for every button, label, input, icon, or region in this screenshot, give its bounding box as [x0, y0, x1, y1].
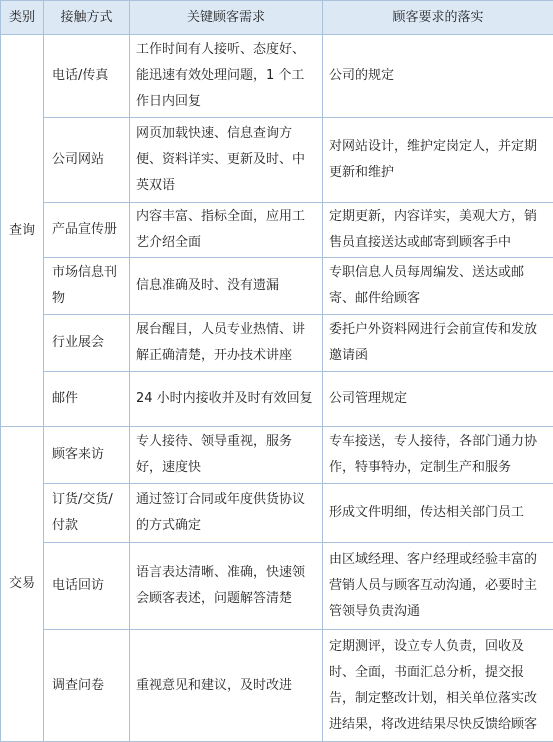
need-cell: 内容丰富、指标全面，应用工艺介绍全面 [130, 203, 323, 258]
fulfillment-cell: 专车接送，专人接待，各部门通力协作，特事特办，定制生产和服务 [323, 427, 553, 484]
method-cell: 产品宣传册 [44, 203, 130, 258]
table-row [1, 258, 553, 315]
method-cell: 市场信息刊物 [44, 258, 130, 315]
need-cell: 24 小时内接收并及时有效回复 [130, 372, 323, 427]
method-cell: 顾客来访 [44, 427, 130, 484]
table-row [1, 427, 553, 484]
header-fulfillment: 顾客要求的落实 [323, 1, 553, 35]
need-cell: 展台醒目，人员专业热情、讲解正确清楚，开办技术讲座 [130, 315, 323, 372]
need-cell: 工作时间有人接听、态度好、能迅速有效处理问题，1 个工作日内回复 [130, 35, 323, 118]
method-cell: 电话/传真 [44, 35, 130, 118]
need-cell: 网页加载快速、信息查询方便、资料详实、更新及时、中英双语 [130, 118, 323, 203]
table-row [1, 543, 553, 630]
need-cell: 通过签订合同或年度供货协议的方式确定 [130, 484, 323, 543]
header-category: 类别 [1, 1, 44, 35]
table-row [1, 118, 553, 203]
table-row [1, 372, 553, 427]
table-row [1, 484, 553, 543]
fulfillment-cell: 公司的规定 [323, 35, 553, 118]
category-cell: 查询 [1, 35, 44, 427]
fulfillment-cell: 公司管理规定 [323, 372, 553, 427]
method-cell: 邮件 [44, 372, 130, 427]
header-key-need: 关键顾客需求 [130, 1, 323, 35]
fulfillment-cell: 委托户外资料网进行会前宣传和发放邀请函 [323, 315, 553, 372]
table-row [1, 315, 553, 372]
header-row [1, 1, 553, 35]
fulfillment-cell: 定期测评，设立专人负责，回收及时、全面，书面汇总分析，提交报告，制定整改计划，相关单位落实改进结果，将改进结果尽快反馈给顾客 [323, 630, 553, 742]
method-cell: 公司网站 [44, 118, 130, 203]
method-cell: 电话回访 [44, 543, 130, 630]
fulfillment-cell: 由区域经理、客户经理或经验丰富的营销人员与顾客互动沟通，必要时主管领导负责沟通 [323, 543, 553, 630]
category-cell: 交易 [1, 427, 44, 742]
need-cell: 重视意见和建议，及时改进 [130, 630, 323, 742]
table-row [1, 630, 553, 742]
fulfillment-cell: 形成文件明细，传达相关部门员工 [323, 484, 553, 543]
method-cell: 订货/交货/付款 [44, 484, 130, 543]
method-cell: 行业展会 [44, 315, 130, 372]
need-cell: 信息准确及时、没有遗漏 [130, 258, 323, 315]
table-row [1, 35, 553, 118]
header-contact-method: 接触方式 [44, 1, 130, 35]
method-cell: 调查问卷 [44, 630, 130, 742]
fulfillment-cell: 定期更新，内容详实，美观大方，销售员直接送达或邮寄到顾客手中 [323, 203, 553, 258]
need-cell: 专人接待、领导重视，服务好，速度快 [130, 427, 323, 484]
table-row [1, 203, 553, 258]
fulfillment-cell: 专职信息人员每周编发、送达或邮寄、邮件给顾客 [323, 258, 553, 315]
need-cell: 语言表达清晰、准确，快速领会顾客表述，问题解答清楚 [130, 543, 323, 630]
fulfillment-cell: 对网站设计，维护定岗定人，并定期更新和维护 [323, 118, 553, 203]
